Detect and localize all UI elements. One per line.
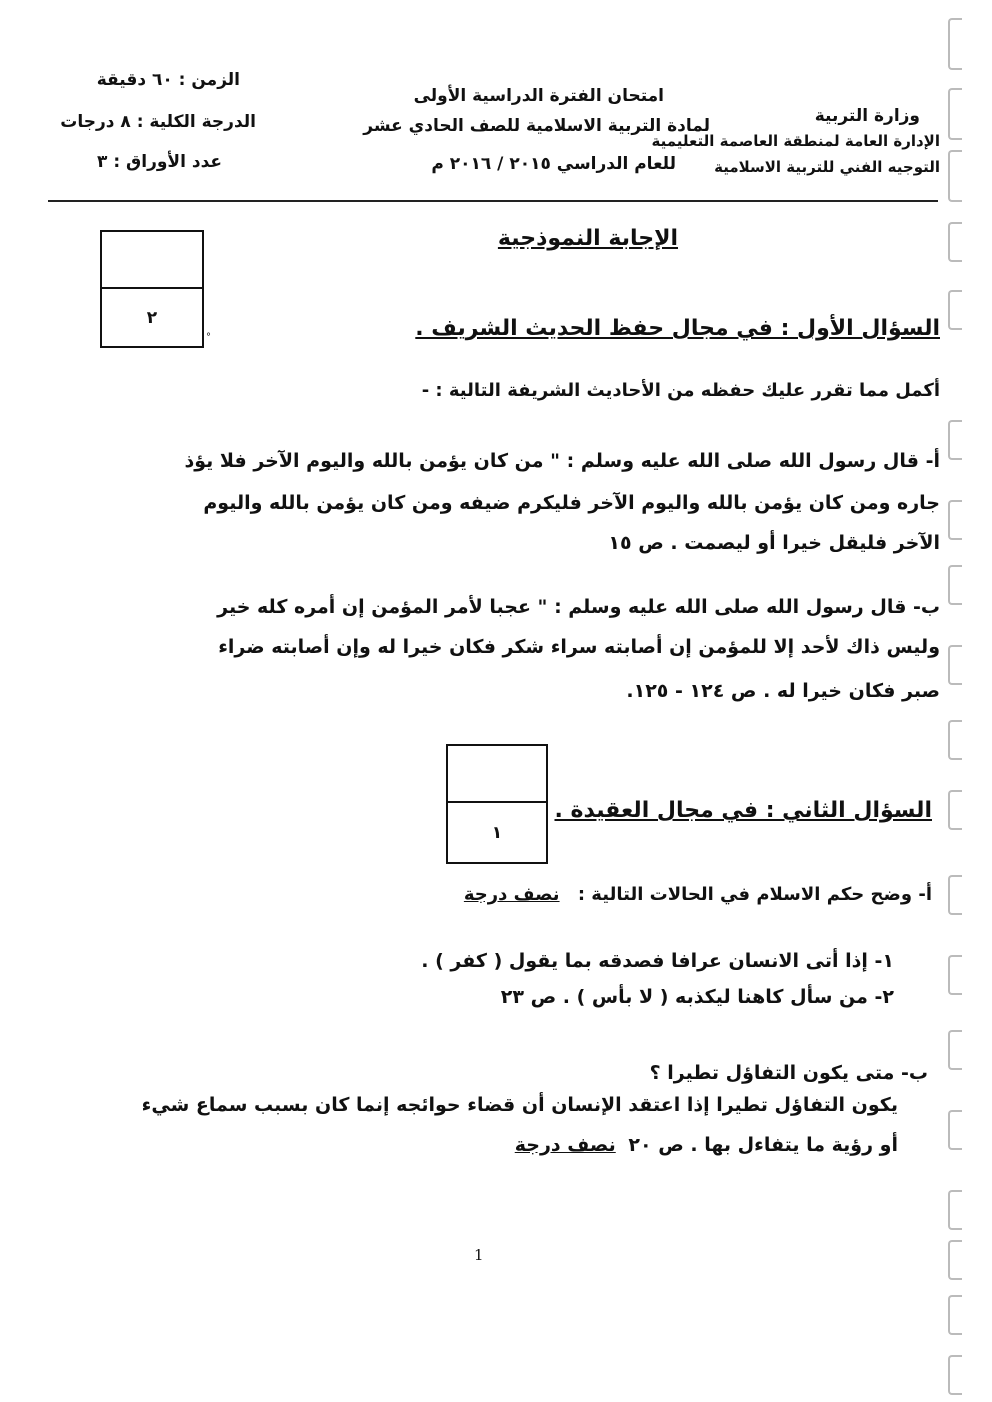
page-title: الإجابة النموذجية [497,226,678,251]
q2-a-prompt [464,884,932,905]
binder-bracket [948,222,962,262]
binder-bracket [948,645,962,685]
q1-a-line1: أ- قال رسول الله صلى الله عليه وسلم : " من كان يؤمن بالله واليوم الآخر فلا يؤذ [184,450,940,472]
department-name: التوجيه الفني للتربية الاسلامية [714,158,940,176]
q1-heading: السؤال الأول : في مجال حفظ الحديث الشريف . [415,316,940,341]
binder-bracket [948,565,962,605]
q2-b-answer1: يكون التفاؤل تطيرا إذا اعتقد الإنسان أن قضاء حوائجه إنما كان بسبب سماع شيء [141,1094,898,1116]
dot-mark: ° [206,332,211,343]
binder-bracket [948,1355,962,1395]
q2-a-item2: ٢- من سأل كاهنا ليكذبه ( لا بأس ) . ص ٢٣ [500,986,894,1008]
q1-score: ٢ [146,307,158,328]
binder-bracket [948,720,962,760]
page-number: 1 [474,1246,484,1264]
binder-bracket [948,18,962,70]
binder-bracket [948,1030,962,1070]
q2-b-question: ب- متى يكون التفاؤل تطيرا ؟ [649,1062,928,1084]
q2-b-answer2 [515,1134,898,1156]
binder-bracket [948,150,962,202]
binder-bracket [948,88,962,140]
q2-a-grade: نصف درجة [463,884,560,905]
q1-a-line2: جاره ومن كان يؤمن بالله واليوم الآخر فليكرم ضيفه ومن كان يؤمن بالله واليوم [203,492,940,514]
q2-b-answer2-text: أو رؤية ما يتفاءل بها . ص ٢٠ [628,1134,898,1156]
binder-bracket [948,790,962,830]
q2-score: ١ [491,822,503,843]
district-name: الإدارة العامة لمنطقة العاصمة التعليمية [651,132,940,150]
q1-b-line3: صبر فكان خيرا له . ص ١٢٤ - ١٢٥. [626,680,940,702]
binder-bracket [948,500,962,540]
binder-bracket [948,1110,962,1150]
binder-bracket [948,420,962,460]
q1-a-line3: الآخر فليقل خيرا أو ليصمت . ص ١٥ [608,532,940,554]
q1-b-line2: وليس ذاك لأحد إلا للمؤمن إن أصابته سراء شكر فكان خيرا له وإن أصابته ضراء [218,636,940,658]
q2-heading: السؤال الثاني : في مجال العقيدة . [554,798,932,823]
exam-duration: الزمن : ٦٠ دقيقة [96,70,240,90]
binder-bracket [948,1240,962,1280]
binder-bracket [948,1295,962,1335]
header-divider [48,200,938,202]
exam-title: امتحان الفترة الدراسية الأولى [413,86,664,106]
ministry-name: وزارة التربية [814,106,920,126]
total-grade: الدرجة الكلية : ٨ درجات [60,112,256,132]
binder-bracket [948,955,962,995]
q1-score-box [100,230,204,348]
q1-instruction: أكمل مما تقرر عليك حفظه من الأحاديث الشريفة التالية : - [421,380,940,401]
academic-year: للعام الدراسي ٢٠١٥ / ٢٠١٦ م [431,154,676,174]
q1-b-line1: ب- قال رسول الله صلى الله عليه وسلم : " عجبا لأمر المؤمن إن أمره كله خير [217,596,940,618]
binder-bracket [948,1190,962,1230]
binder-bracket [948,290,962,330]
q2-score-box [446,744,548,864]
q2-a-item1: ١- إذا أتى الانسان عرافا فصدقه بما يقول ( كفر ) . [421,950,894,972]
binder-bracket [948,875,962,915]
exam-subject: لمادة التربية الاسلامية للصف الحادي عشر [363,116,710,136]
sheet-count: عدد الأوراق : ٣ [97,152,222,172]
q2-b-grade: نصف درجة [514,1134,616,1156]
q2-a-prompt-text: أ- وضح حكم الاسلام في الحالات التالية : [577,884,932,905]
